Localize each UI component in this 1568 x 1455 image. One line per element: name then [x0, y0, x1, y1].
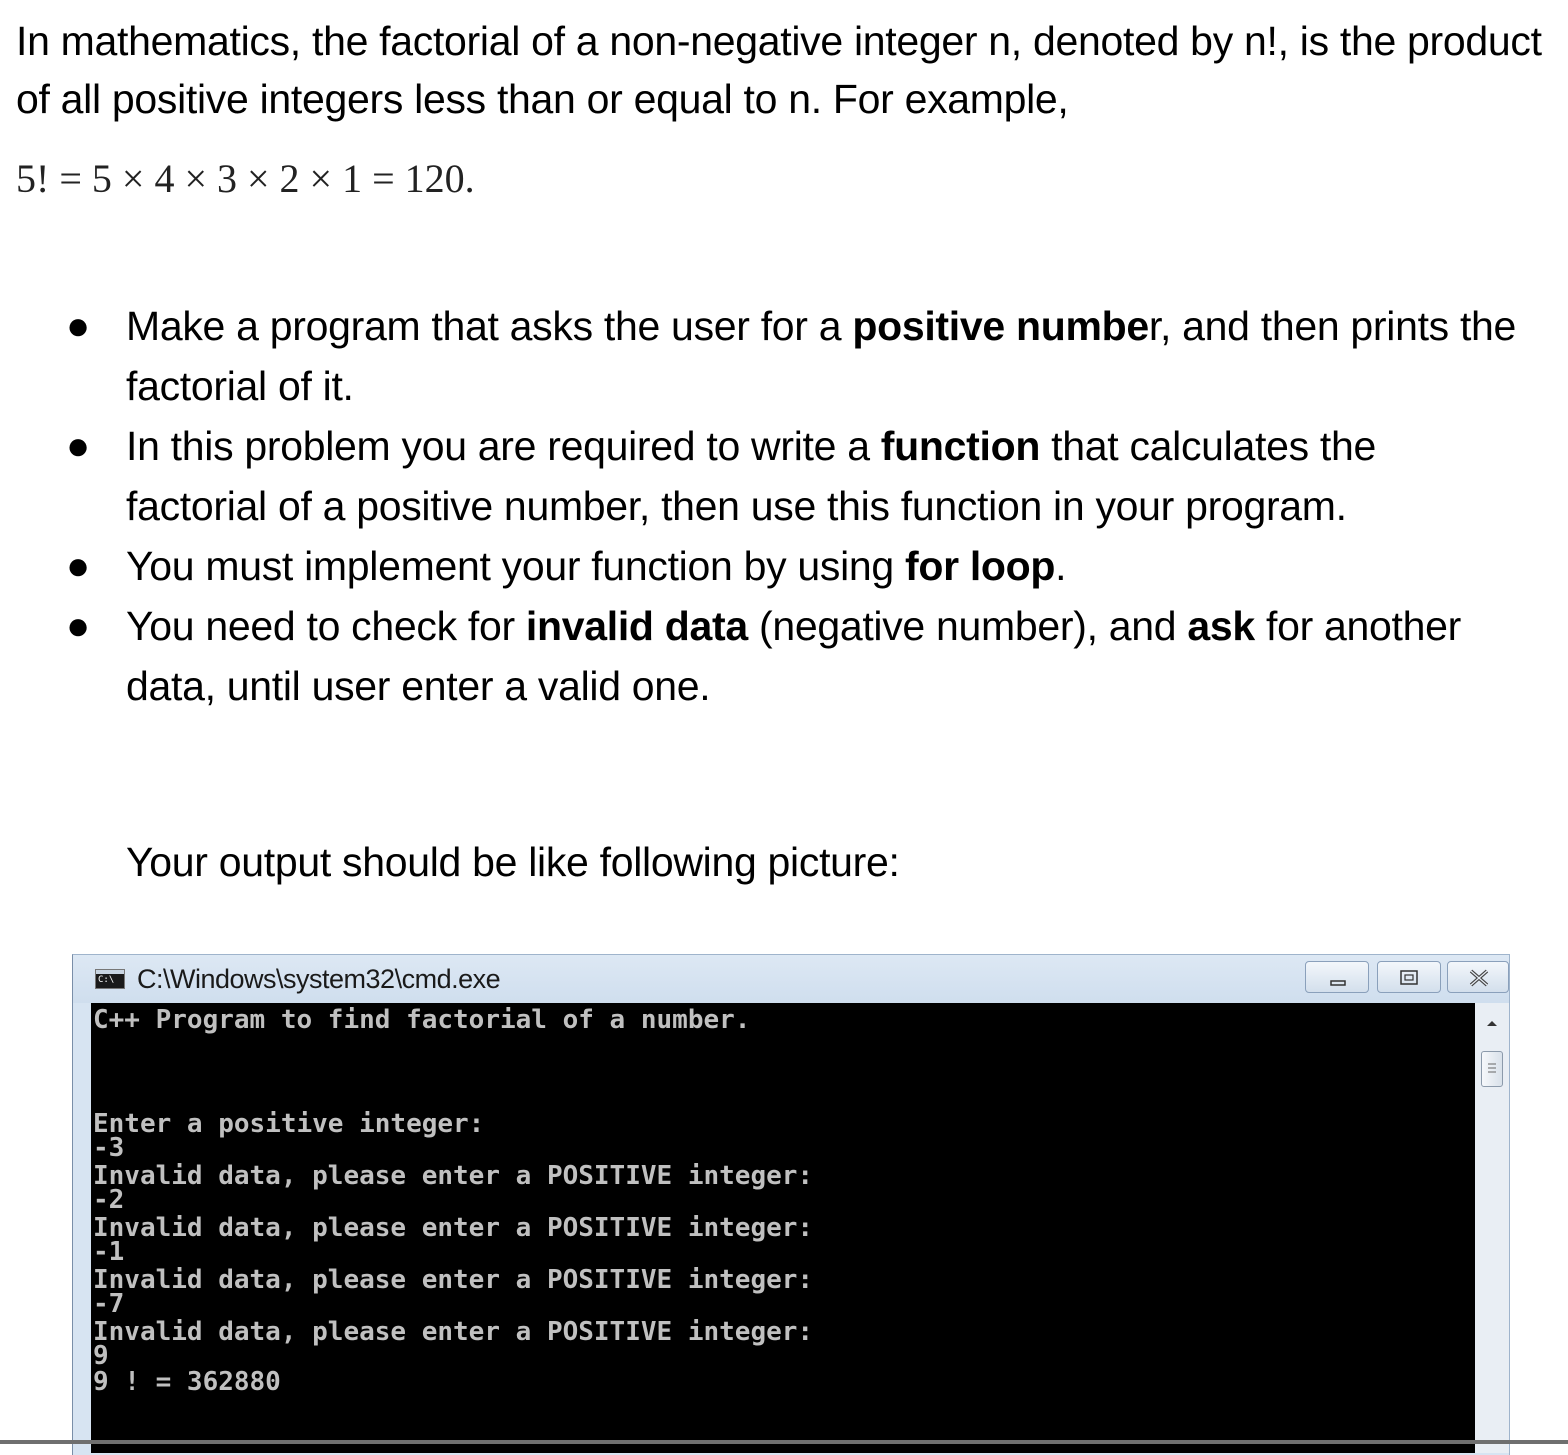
bullet-icon: ●: [66, 304, 90, 348]
console-line: Invalid data, please enter a POSITIVE integer:: [93, 1317, 814, 1347]
grip-icon: [1482, 1052, 1502, 1086]
console-line: 9: [93, 1341, 109, 1371]
console-line: -7: [93, 1289, 125, 1319]
close-button[interactable]: [1447, 961, 1509, 993]
cmd-window-title: C:\Windows\system32\cmd.exe: [137, 964, 501, 994]
minimize-button[interactable]: [1305, 961, 1369, 993]
requirement-item: ● You need to check for invalid data (negative number), and ask for another data, until user enter a valid one.: [60, 596, 1520, 716]
minimize-icon: [1306, 962, 1370, 994]
console-line: Invalid data, please enter a POSITIVE integer:: [93, 1265, 814, 1295]
bullet-icon: ●: [66, 424, 90, 468]
maximize-button[interactable]: [1377, 961, 1441, 993]
restore-icon: [1378, 962, 1442, 994]
scroll-up-arrow-icon[interactable]: [1475, 1013, 1509, 1033]
close-icon: [1448, 962, 1510, 994]
requirement-item: ● You must implement your function by using for loop.: [60, 536, 1520, 596]
console-line: Invalid data, please enter a POSITIVE integer:: [93, 1161, 814, 1191]
requirement-item: ● In this problem you are required to write a function that calculates the factorial of a positive number, then use this function in your program.: [60, 416, 1520, 536]
console-line: Enter a positive integer:: [93, 1109, 485, 1139]
vertical-scrollbar[interactable]: [1475, 1003, 1509, 1453]
bullet-icon: ●: [66, 604, 90, 648]
factorial-example-formula: 5! = 5 × 4 × 3 × 2 × 1 = 120.: [16, 156, 475, 201]
console-line: -3: [93, 1133, 125, 1163]
console-line: Invalid data, please enter a POSITIVE integer:: [93, 1213, 814, 1243]
scrollbar-thumb[interactable]: [1481, 1051, 1503, 1087]
console-line: -2: [93, 1185, 125, 1215]
page-bottom-rule: [0, 1440, 1568, 1444]
output-caption: Your output should be like following picture:: [126, 839, 900, 885]
bullet-icon: ●: [66, 544, 90, 588]
cmd-window-screenshot: [72, 954, 1510, 1455]
cmd-app-icon: C:\: [95, 969, 125, 989]
console-line: C++ Program to find factorial of a number.: [93, 1005, 751, 1035]
console-line: 9 ! = 362880: [93, 1367, 281, 1397]
requirements-list: [60, 296, 1520, 716]
console-line: -1: [93, 1237, 125, 1267]
console-output: [91, 1003, 1475, 1453]
requirement-item: ● Make a program that asks the user for a positive number, and then prints the factorial of it.: [60, 296, 1520, 416]
intro-paragraph: In mathematics, the factorial of a non-negative integer n, denoted by n!, is the product of all positive integers less than or equal to n. For example,: [16, 18, 1542, 122]
cmd-titlebar: [73, 955, 1509, 1003]
